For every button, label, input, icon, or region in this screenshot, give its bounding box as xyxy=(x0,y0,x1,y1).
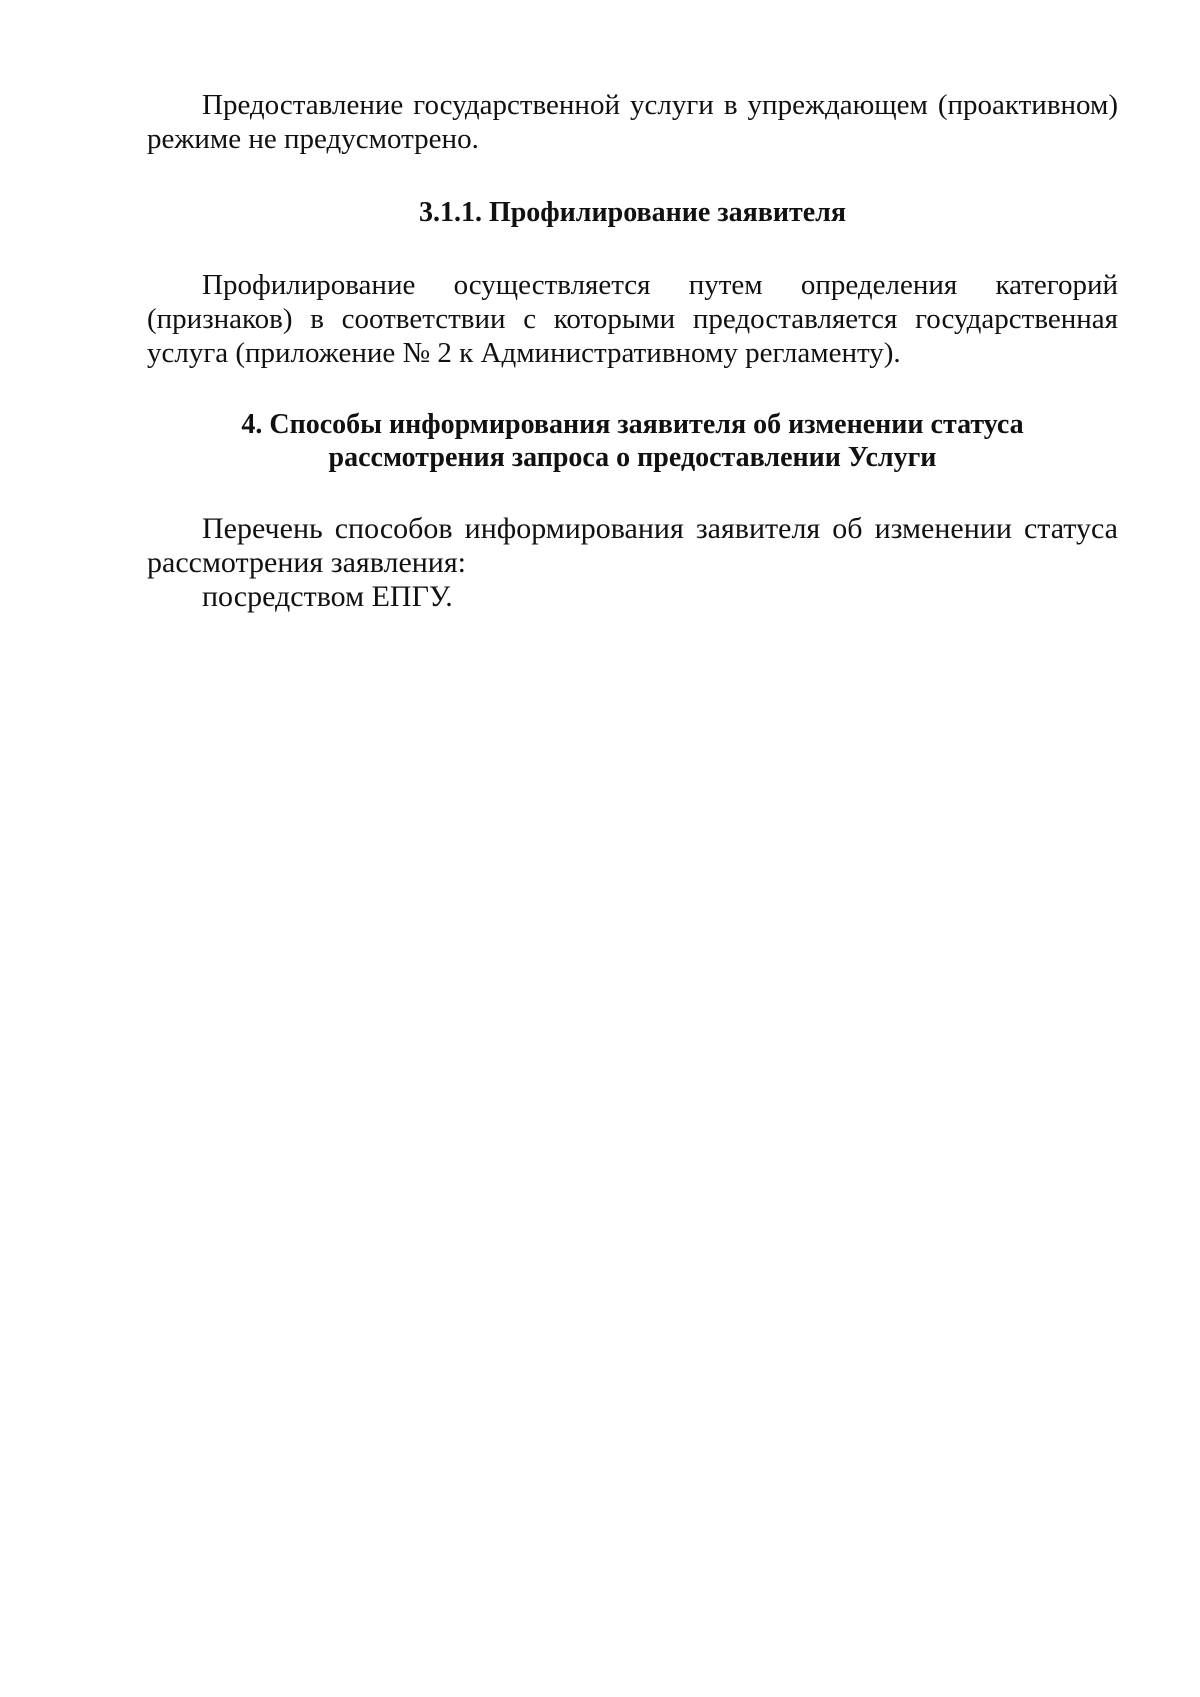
section-heading-informing xyxy=(147,408,1118,474)
list-item-epgu: посредством ЕПГУ. xyxy=(202,580,453,613)
document-body xyxy=(147,88,1118,614)
paragraph-profiling: Профилирование осуществляется путем определения категорий (признаков) в соответствии с которыми предоставляется государственная услуга (приложение № 2 к Административному регламенту). xyxy=(147,269,1118,369)
paragraph-informing-methods: Перечень способов информирования заявителя об изменении статуса рассмотрения заявления: xyxy=(147,512,1118,579)
section-heading-informing-line-1: 4. Способы информирования заявителя об изменении статуса xyxy=(241,409,1024,440)
section-heading-informing-line-2: рассмотрения запроса о предоставлении Услуги xyxy=(328,442,937,473)
section-heading-profiling: 3.1.1. Профилирование заявителя xyxy=(418,197,847,228)
paragraph-proactive-mode: Предоставление государственной услуги в упреждающем (проактивном) режиме не предусмотрено. xyxy=(147,89,1118,155)
